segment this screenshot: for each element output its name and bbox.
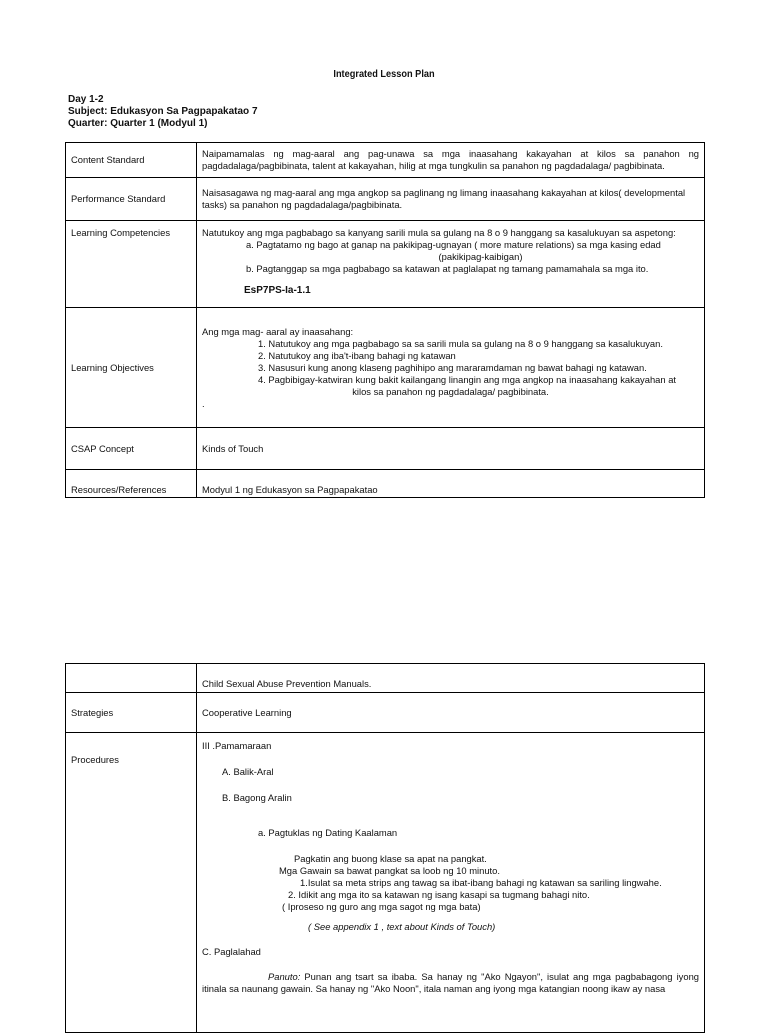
- competency-a: a. Pagtatamo ng bago at ganap na pakikipag-ugnayan ( more mature relations) sa mga kasing edad: [246, 239, 661, 250]
- procedures-heading: III .Pamamaraan: [202, 740, 272, 751]
- objective-item: 2. Natutukoy ang iba't-ibang bahagi ng katawan: [258, 349, 456, 361]
- learning-competencies-cell: [197, 221, 705, 308]
- table-row: [66, 733, 705, 1033]
- row-label-procedures: Procedures: [66, 733, 197, 1033]
- row-label-learning-competencies: Learning Competencies: [66, 221, 197, 308]
- objectives-dot: .: [202, 397, 205, 409]
- content-standard-text: Naipamamalas ng mag-aaral ang pag-unawa sa mga inaasahang kakayahan at kilos sa panahon ng pagdadalaga/pagbibinata, talent at kakayahan, hilig at mga tungkulin sa panahon ng pagdadalaga/ pagbibinata.: [197, 143, 705, 178]
- procedure-step-c: C. Paglalahad: [202, 946, 261, 957]
- row-label-csap-concept: CSAP Concept: [66, 428, 197, 470]
- procedure-text: 2. Idikit ang mga ito sa katawan ng isang kasapi sa tugmang bahagi nito.: [288, 889, 590, 900]
- procedure-text: Pagkatin ang buong klase sa apat na pangkat.: [294, 853, 487, 864]
- csap-concept-text: Kinds of Touch: [197, 428, 705, 470]
- competencies-intro: Natutukoy ang mga pagbabago sa kanyang sarili mula sa gulang na 8 o 9 hanggang sa kasalukuyan sa aspetong:: [202, 227, 676, 238]
- performance-standard-text: Naisasagawa ng mag-aaral ang mga angkop sa paglinang ng limang inaasahang kakayahan at kilos( developmental tasks) sa panahon ng pagdadalaga/pagbibinata.: [197, 178, 705, 221]
- panuto-paragraph: [202, 971, 699, 995]
- row-label-empty: [66, 664, 197, 693]
- table-row: [66, 470, 705, 498]
- procedure-text: Mga Gawain sa bawat pangkat sa loob ng 10 minuto.: [279, 865, 500, 876]
- row-label-content-standard: Content Standard: [66, 143, 197, 178]
- objectives-intro: Ang mga mag- aaral ay inaasahang:: [202, 325, 354, 337]
- appendix-note: ( See appendix 1 , text about Kinds of Touch): [308, 921, 496, 932]
- manual-reference-text: Child Sexual Abuse Prevention Manuals.: [197, 664, 705, 693]
- procedure-text: ( Iproseso ng guro ang mga sagot ng mga bata): [282, 901, 481, 912]
- day-label: Day 1-2: [68, 94, 104, 105]
- row-label-performance-standard: Performance Standard: [66, 178, 197, 221]
- competency-code: EsP7PS-Ia-1.1: [244, 285, 311, 296]
- document-title: Integrated Lesson Plan: [333, 69, 435, 80]
- lesson-plan-table-2: [65, 663, 705, 1033]
- panuto-text: Punan ang tsart sa ibaba. Sa hanay ng "Ako Ngayon", isulat ang mga pagbabagong iyong itinala sa naunang gawain. Sa hanay ng "Ako Noon", itala naman ang iyong mga katangian noong ikaw ay nasa: [202, 971, 699, 994]
- procedure-step-a: A. Balik-Aral: [222, 766, 274, 777]
- row-label-resources: Resources/References: [66, 470, 197, 498]
- table-row: [66, 693, 705, 733]
- strategies-text: Cooperative Learning: [197, 693, 705, 733]
- competency-b: b. Pagtanggap sa mga pagbabago sa katawan at paglalapat ng tamang pamamahala sa mga ito.: [246, 263, 649, 274]
- quarter-label: Quarter: Quarter 1 (Modyul 1): [68, 118, 208, 129]
- resources-text: Modyul 1 ng Edukasyon sa Pagpapakatao: [197, 470, 705, 498]
- table-row: [66, 143, 705, 178]
- procedures-cell: [197, 733, 705, 1033]
- objective-item: 4. Pagbibigay-katwiran kung bakit kailangang linangin ang mga angkop na inaasahang kakayahan at: [258, 373, 677, 385]
- learning-objectives-cell: [197, 308, 705, 428]
- procedure-sub-a: a. Pagtuklas ng Dating Kaalaman: [258, 827, 398, 838]
- row-label-learning-objectives: Learning Objectives: [66, 308, 197, 428]
- procedure-text: 1.Isulat sa meta strips ang tawag sa ibat-ibang bahagi ng katawan sa sariling lingwahe.: [300, 877, 662, 888]
- table-row: [66, 221, 705, 308]
- row-label-strategies: Strategies: [66, 693, 197, 733]
- table-row: [66, 428, 705, 470]
- table-row: [66, 664, 705, 693]
- lesson-plan-table-1: [65, 142, 705, 498]
- objective-item: 3. Nasusuri kung anong klaseng paghihipo ang mararamdaman ng bawat bahagi ng katawan.: [258, 361, 647, 373]
- objective-item: 1. Natutukoy ang mga pagbabago sa sa sarili mula sa gulang na 8 o 9 hanggang sa kasalukuyan.: [258, 337, 663, 349]
- table-row: [66, 178, 705, 221]
- panuto-label: Panuto:: [268, 971, 301, 982]
- subject-label: Subject: Edukasyon Sa Pagpapakatao 7: [68, 106, 258, 117]
- objective-item-cont: kilos sa panahon ng pagdadalaga/ pagbibinata.: [352, 385, 549, 397]
- competency-a-cont: (pakikipag-kaibigan): [438, 251, 523, 262]
- table-row: [66, 308, 705, 428]
- procedure-step-b: B. Bagong Aralin: [222, 792, 292, 803]
